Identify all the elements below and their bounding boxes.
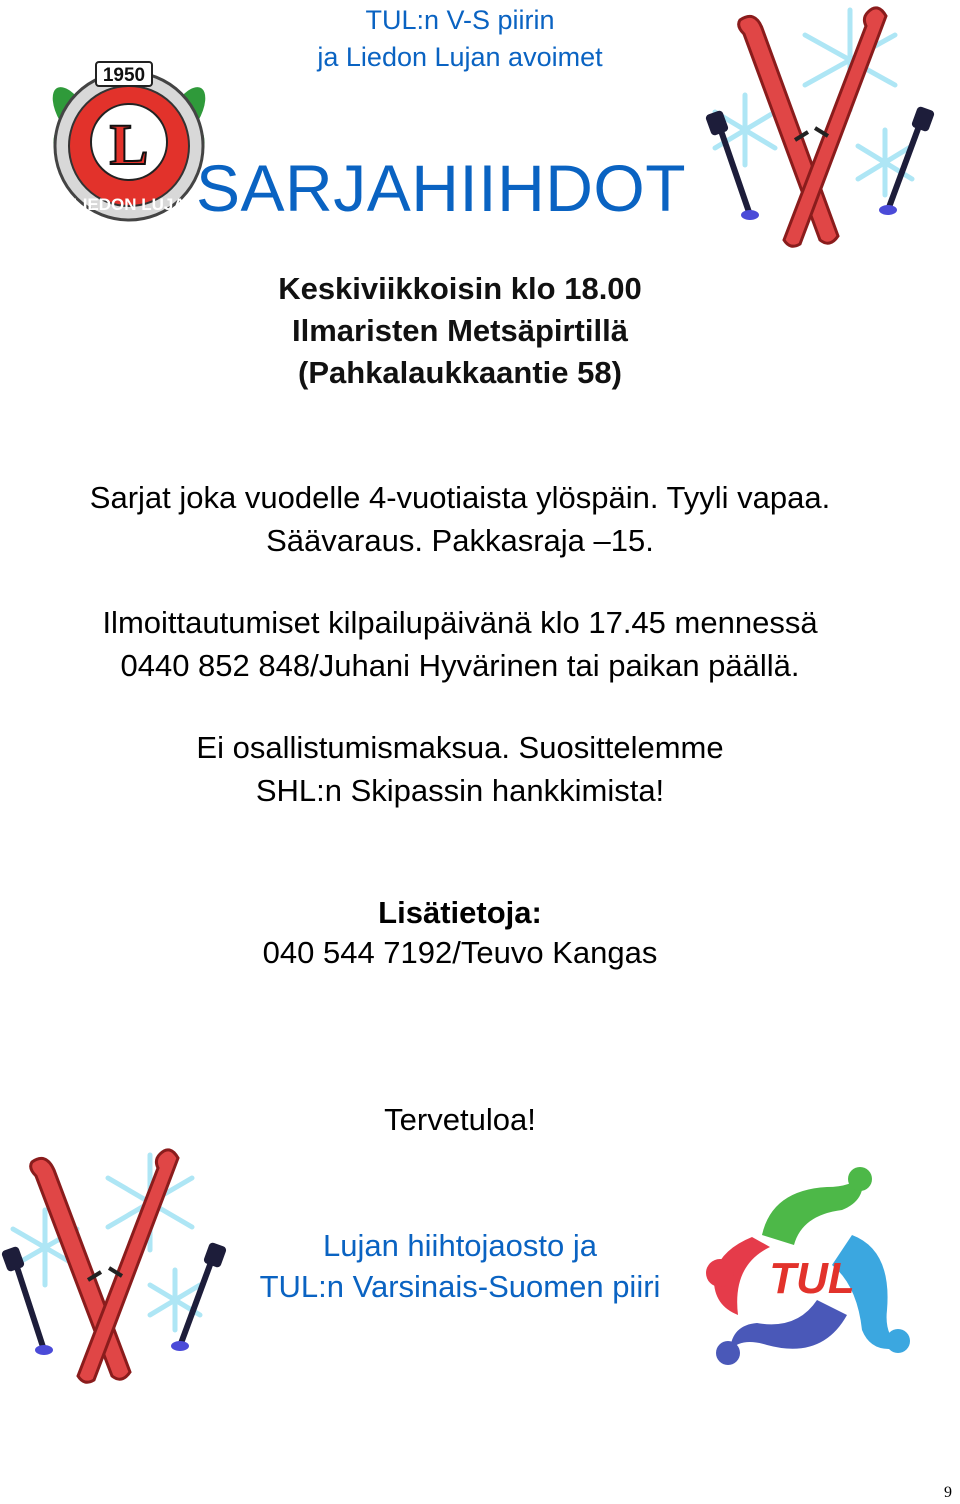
fees-line-2: SHL:n Skipassin hankkimista! (255, 773, 665, 808)
header-line-2: ja Liedon Lujan avoimet (317, 42, 603, 72)
organizers (200, 1225, 720, 1307)
fees-info (0, 726, 920, 812)
header-subtitle (250, 2, 670, 76)
schedule-place: Ilmaristen Metsäpirtillä (292, 313, 628, 348)
series-line-1: Sarjat joka vuodelle 4-vuotiaista ylöspäin. Tyyli vapaa. (89, 480, 831, 515)
crossed-skis-icon (700, 0, 950, 258)
schedule-time: Keskiviikkoisin klo 18.00 (278, 271, 642, 306)
club-logo-name: LIEDON LUJA (72, 195, 186, 214)
registration-line-2: 0440 852 848/Juhani Hyvärinen tai paikan päällä. (120, 648, 800, 683)
club-logo-year: 1950 (102, 65, 146, 86)
tul-logo-text: TUL (769, 1254, 855, 1303)
fees-line-1: Ei osallistumismaksua. Suosittelemme (196, 730, 724, 765)
info-contact: 040 544 7192/Teuvo Kangas (262, 935, 658, 970)
header-line-1: TUL:n V-S piirin (365, 5, 555, 35)
series-line-2: Säävaraus. Pakkasraja –15. (266, 523, 654, 558)
page-number: 9 (944, 1484, 952, 1501)
organizers-line-1: Lujan hiihtojaosto ja (322, 1228, 598, 1263)
skis (31, 1150, 178, 1382)
page-title: SARJAHIIHDOT (196, 151, 687, 225)
skis (739, 8, 886, 246)
tul-logo (702, 1165, 916, 1377)
series-info (0, 476, 920, 562)
info-title: Lisätietoja: (378, 895, 542, 930)
registration-line-1: Ilmoittautumiset kilpailupäivänä klo 17.45 mennessä (102, 605, 818, 640)
organizers-line-2: TUL:n Varsinais-Suomen piiri (259, 1269, 661, 1304)
schedule-block (160, 268, 760, 394)
welcome-text: Tervetuloa! (384, 1102, 536, 1137)
registration-info (0, 601, 920, 687)
liedon-luja-logo (44, 54, 214, 226)
club-logo-letter: L (109, 112, 149, 177)
schedule-address: (Pahkalaukkaantie 58) (298, 355, 622, 390)
